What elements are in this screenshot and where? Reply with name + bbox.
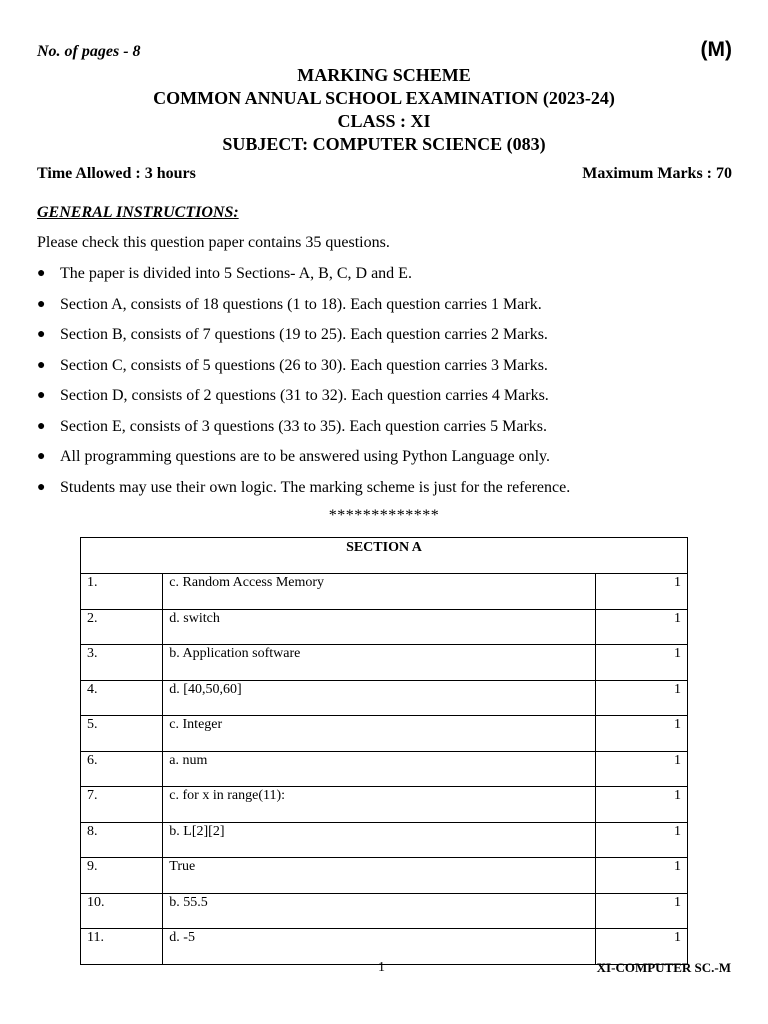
pages-count-note: No. of pages - 8 xyxy=(37,43,141,60)
bullet-icon: ● xyxy=(37,418,46,434)
table-row xyxy=(81,716,688,752)
title-block xyxy=(0,64,768,156)
bullet-icon: ● xyxy=(37,357,46,373)
instructions-list xyxy=(37,264,737,508)
instructions-intro: Please check this question paper contains 35 questions. xyxy=(37,234,390,251)
instruction-item xyxy=(37,417,737,448)
separator-stars: ************* xyxy=(328,507,440,524)
instruction-item xyxy=(37,295,737,326)
marks-value: 1 xyxy=(595,893,687,929)
instruction-text: Section A, consists of 18 questions (1 to 18). Each question carries 1 Mark. xyxy=(60,295,542,313)
title-subject: SUBJECT: COMPUTER SCIENCE (083) xyxy=(222,134,546,154)
table-row xyxy=(81,929,688,965)
table-row xyxy=(81,609,688,645)
time-allowed: Time Allowed : 3 hours xyxy=(37,165,196,182)
bullet-icon: ● xyxy=(37,449,46,464)
instruction-text: Section D, consists of 2 questions (31 to 32). Each question carries 4 Marks. xyxy=(60,387,549,404)
title-exam-name: COMMON ANNUAL SCHOOL EXAMINATION (2023-24) xyxy=(153,88,615,108)
title-class: CLASS : XI xyxy=(337,111,431,131)
table-row xyxy=(81,822,688,858)
answer-text: b. 55.5 xyxy=(163,893,596,929)
table-row xyxy=(81,858,688,894)
answer-text: b. Application software xyxy=(163,645,596,681)
instruction-text: Students may use their own logic. The marking scheme is just for the reference. xyxy=(60,478,571,496)
marks-value: 1 xyxy=(595,787,687,823)
marks-value: 1 xyxy=(595,609,687,645)
answer-text: d. switch xyxy=(163,609,596,645)
marks-value: 1 xyxy=(595,645,687,681)
bullet-icon: ● xyxy=(37,479,46,495)
marks-value: 1 xyxy=(595,680,687,716)
footer-page-number: 1 xyxy=(378,960,385,975)
table-row xyxy=(81,751,688,787)
footer-paper-code: XI-COMPUTER SC.-M xyxy=(596,960,731,975)
table-row xyxy=(81,645,688,681)
question-number: 6. xyxy=(81,751,163,787)
answer-text: c. Random Access Memory xyxy=(163,574,596,610)
answer-text: True xyxy=(163,858,596,894)
answer-text: b. L[2][2] xyxy=(163,822,596,858)
bullet-icon: ● xyxy=(37,388,46,403)
exam-meta-row xyxy=(37,165,732,183)
table-row xyxy=(81,893,688,929)
section-a-table xyxy=(80,537,688,965)
answer-text: a. num xyxy=(163,751,596,787)
bullet-icon: ● xyxy=(37,266,46,281)
section-a-heading: SECTION A xyxy=(81,538,688,574)
section-a-header-row xyxy=(81,538,688,574)
marks-value: 1 xyxy=(595,858,687,894)
general-instructions-heading: GENERAL INSTRUCTIONS: xyxy=(37,204,239,221)
answer-text: c. for x in range(11): xyxy=(163,787,596,823)
table-row xyxy=(81,574,688,610)
marks-value: 1 xyxy=(595,929,687,965)
question-number: 10. xyxy=(81,893,163,929)
question-number: 9. xyxy=(81,858,163,894)
instruction-item xyxy=(37,264,737,295)
instruction-item xyxy=(37,478,737,509)
table-row xyxy=(81,787,688,823)
question-number: 5. xyxy=(81,716,163,752)
instruction-text: Section E, consists of 3 questions (33 to 35). Each question carries 5 Marks. xyxy=(60,417,548,435)
question-number: 4. xyxy=(81,680,163,716)
question-number: 8. xyxy=(81,822,163,858)
question-number: 11. xyxy=(81,929,163,965)
paper-code-label: (M) xyxy=(700,38,732,61)
table-row xyxy=(81,680,688,716)
instruction-text: The paper is divided into 5 Sections- A, B, C, D and E. xyxy=(60,265,412,282)
marks-value: 1 xyxy=(595,751,687,787)
instruction-item xyxy=(37,325,737,356)
bullet-icon: ● xyxy=(37,296,46,312)
question-number: 1. xyxy=(81,574,163,610)
instruction-text: Section C, consists of 5 questions (26 to 30). Each question carries 3 Marks. xyxy=(60,356,548,374)
question-number: 7. xyxy=(81,787,163,823)
question-number: 2. xyxy=(81,609,163,645)
instruction-item xyxy=(37,386,737,417)
question-number: 3. xyxy=(81,645,163,681)
marks-value: 1 xyxy=(595,822,687,858)
bullet-icon: ● xyxy=(37,327,46,342)
title-marking-scheme: MARKING SCHEME xyxy=(297,65,471,85)
instruction-text: Section B, consists of 7 questions (19 to 25). Each question carries 2 Marks. xyxy=(60,326,548,343)
marks-value: 1 xyxy=(595,716,687,752)
marks-value: 1 xyxy=(595,574,687,610)
instruction-item xyxy=(37,447,737,478)
instruction-text: All programming questions are to be answered using Python Language only. xyxy=(60,448,550,465)
maximum-marks: Maximum Marks : 70 xyxy=(582,165,732,182)
instruction-item xyxy=(37,356,737,387)
answer-text: d. [40,50,60] xyxy=(163,680,596,716)
answer-text: d. -5 xyxy=(163,929,596,965)
answer-text: c. Integer xyxy=(163,716,596,752)
